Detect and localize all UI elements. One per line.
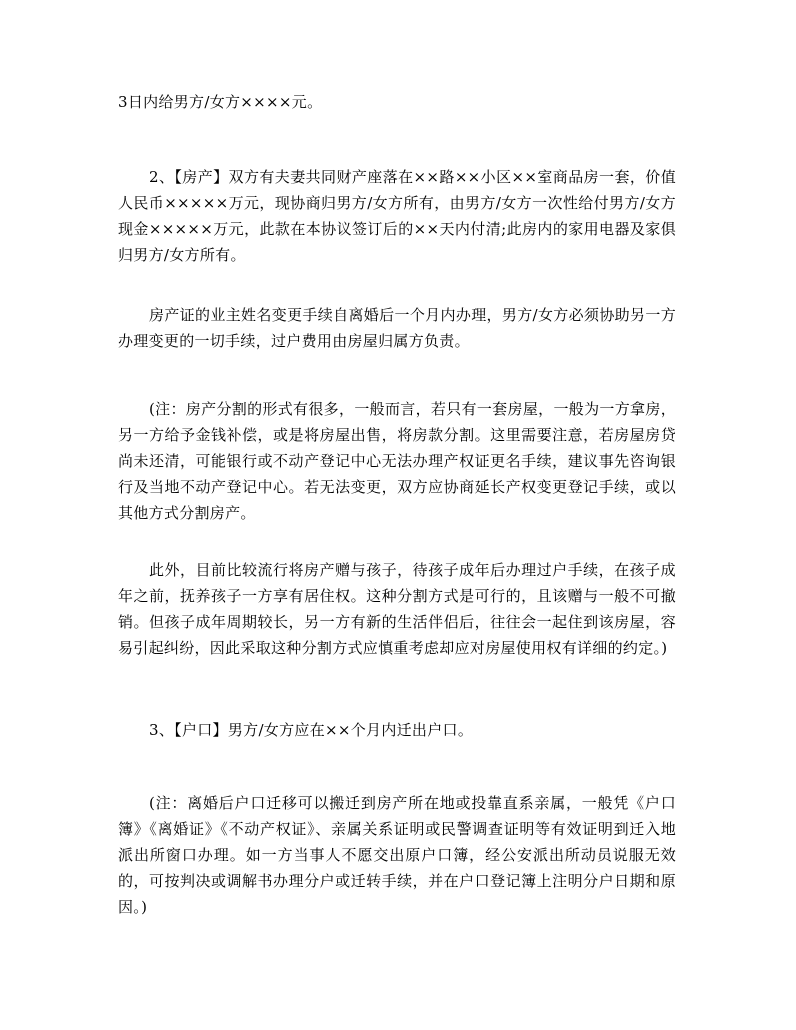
paragraph-household-note: (注：离婚后户口迁移可以搬迁到房产所在地或投靠直系亲属，一般凭《户口簿》《离婚证》《不动产权证》、亲属关系证明或民警调查证明等有效证明到迁入地派出所窗口办理。如一方当事人不愿交出原户口簿，经公安派出所动员说服无效的，可按判决或调解书办理分户或迁转手续，并在户口登记簿上注明分户日期和原因。)	[118, 794, 676, 916]
paragraph-household-clause: 3、【户口】男方/女方应在××个月内迁出户口。	[149, 721, 474, 739]
paragraph-gift-to-child: 此外，目前比较流行将房产赠与孩子，待孩子成年后办理过户手续，在孩子成年之前，抚养孩子一方享有居住权。这种分割方式是可行的，且该赠与一般不可撤销。但孩子成年周期较长，另一方有新的生活伴侣后，往往会一起住到该房屋，容易引起纠纷，因此采取这种分割方式应慎重考虑却应对房屋使用权有详细的约定。)	[118, 561, 676, 657]
paragraph-property-note: (注：房产分割的形式有很多，一般而言，若只有一套房屋，一般为一方拿房，另一方给予金钱补偿，或是将房屋出售，将房款分割。这里需要注意，若房屋房贷尚未还清，可能银行或不动产登记中心无法办理产权证更名手续，建议事先咨询银行及当地不动产登记中心。若无法变更，双方应协商延长产权变更登记手续，或以其他方式分割房产。	[118, 400, 676, 522]
paragraph-property-clause: 2、【房产】双方有夫妻共同财产座落在××路××小区××室商品房一套，价值人民币×××××万元，现协商归男方/女方所有，由男方/女方一次性给付男方/女方现金×××××万元，此款在本协议签订后的××天内付清;此房内的家用电器及家俱归男方/女方所有。	[118, 168, 676, 264]
paragraph-payment-deadline: 3日内给男方/女方××××元。	[118, 93, 323, 111]
paragraph-title-transfer: 房产证的业主姓名变更手续自离婚后一个月内办理，男方/女方必须协助另一方办理变更的一切手续，过户费用由房屋归属方负责。	[118, 306, 676, 350]
